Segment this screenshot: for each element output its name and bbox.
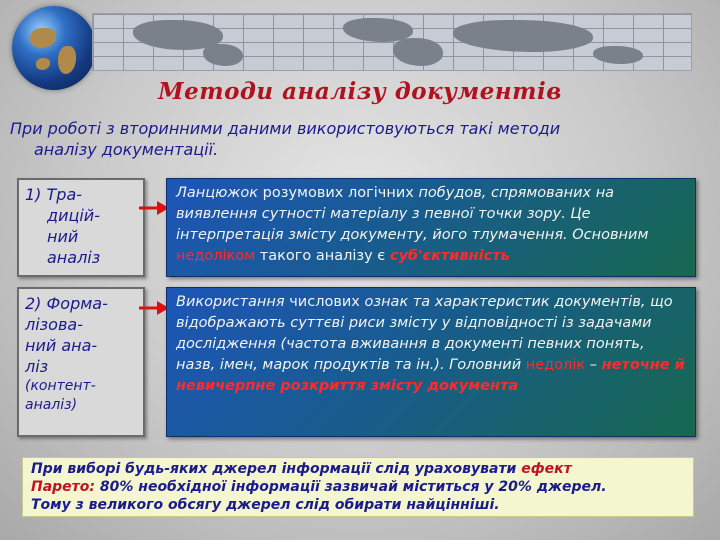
method-description-formalized <box>166 287 696 437</box>
method-description-traditional <box>166 178 696 277</box>
note-highlight: Парето: <box>31 479 96 495</box>
label-line: ний <box>47 227 79 246</box>
intro-line-1: При роботі з вторинними даними використовуються такі методи <box>10 119 561 138</box>
method-label-formalized <box>17 287 145 437</box>
label-line: (контент- <box>25 378 96 394</box>
label-line: 1) Тра- <box>25 185 83 204</box>
label-line: дицій- <box>47 206 100 225</box>
note-highlight: ефект <box>521 461 572 477</box>
text-span: Ланцюжок <box>176 185 259 201</box>
shortcoming-subjectivity: суб'єктивність <box>389 248 510 264</box>
shortcoming-inaccuracy: неточне й невичерпне розкриття змісту документа <box>176 357 685 394</box>
note-text: 80% необхідної інформації зазвичай міститься у 20% джерел. <box>95 479 607 495</box>
shortcoming-word: недолік <box>525 357 586 373</box>
text-span: побудов, спрямованих на виявлення сутності матеріалу з певної точки зору. Це інтерпретація змісту документу, його тлумачення. Основним <box>176 185 649 243</box>
label-line: ліз <box>25 357 49 376</box>
label-line: аналіз) <box>25 397 78 413</box>
method-label-traditional <box>17 178 145 277</box>
note-text: Тому з великого обсягу джерел слід обирати найцінніші. <box>31 497 500 513</box>
arrow-right-icon <box>139 300 169 316</box>
label-line: аналіз <box>47 248 101 267</box>
shortcoming-word: недоліком <box>176 248 256 264</box>
note-text: При виборі будь-яких джерел інформації слід ураховувати <box>31 461 522 477</box>
label-line: лізова- <box>25 315 83 334</box>
text-span: числових <box>284 294 365 310</box>
arrow-right-icon <box>139 200 169 216</box>
intro-text <box>10 118 710 160</box>
label-line: 2) Форма- <box>25 294 108 313</box>
label-line: ний ана- <box>25 336 98 355</box>
world-map-banner <box>92 13 692 71</box>
text-span: такого аналізу є <box>255 248 390 264</box>
text-span: ознак та характеристик документів, що відображають суттєві риси змісту у відповідності із задачами дослідження (частота вживання в документі певних понять, назв, імен, марок продуктів та ін.). Головний <box>176 294 673 373</box>
pareto-note <box>22 457 694 517</box>
intro-line-2: аналізу документації. <box>34 140 219 159</box>
text-span: розумових логічних <box>258 185 419 201</box>
slide-title: Методи аналізу документів <box>158 78 562 105</box>
text-span: Використання <box>176 294 285 310</box>
text-span: – <box>585 357 602 373</box>
